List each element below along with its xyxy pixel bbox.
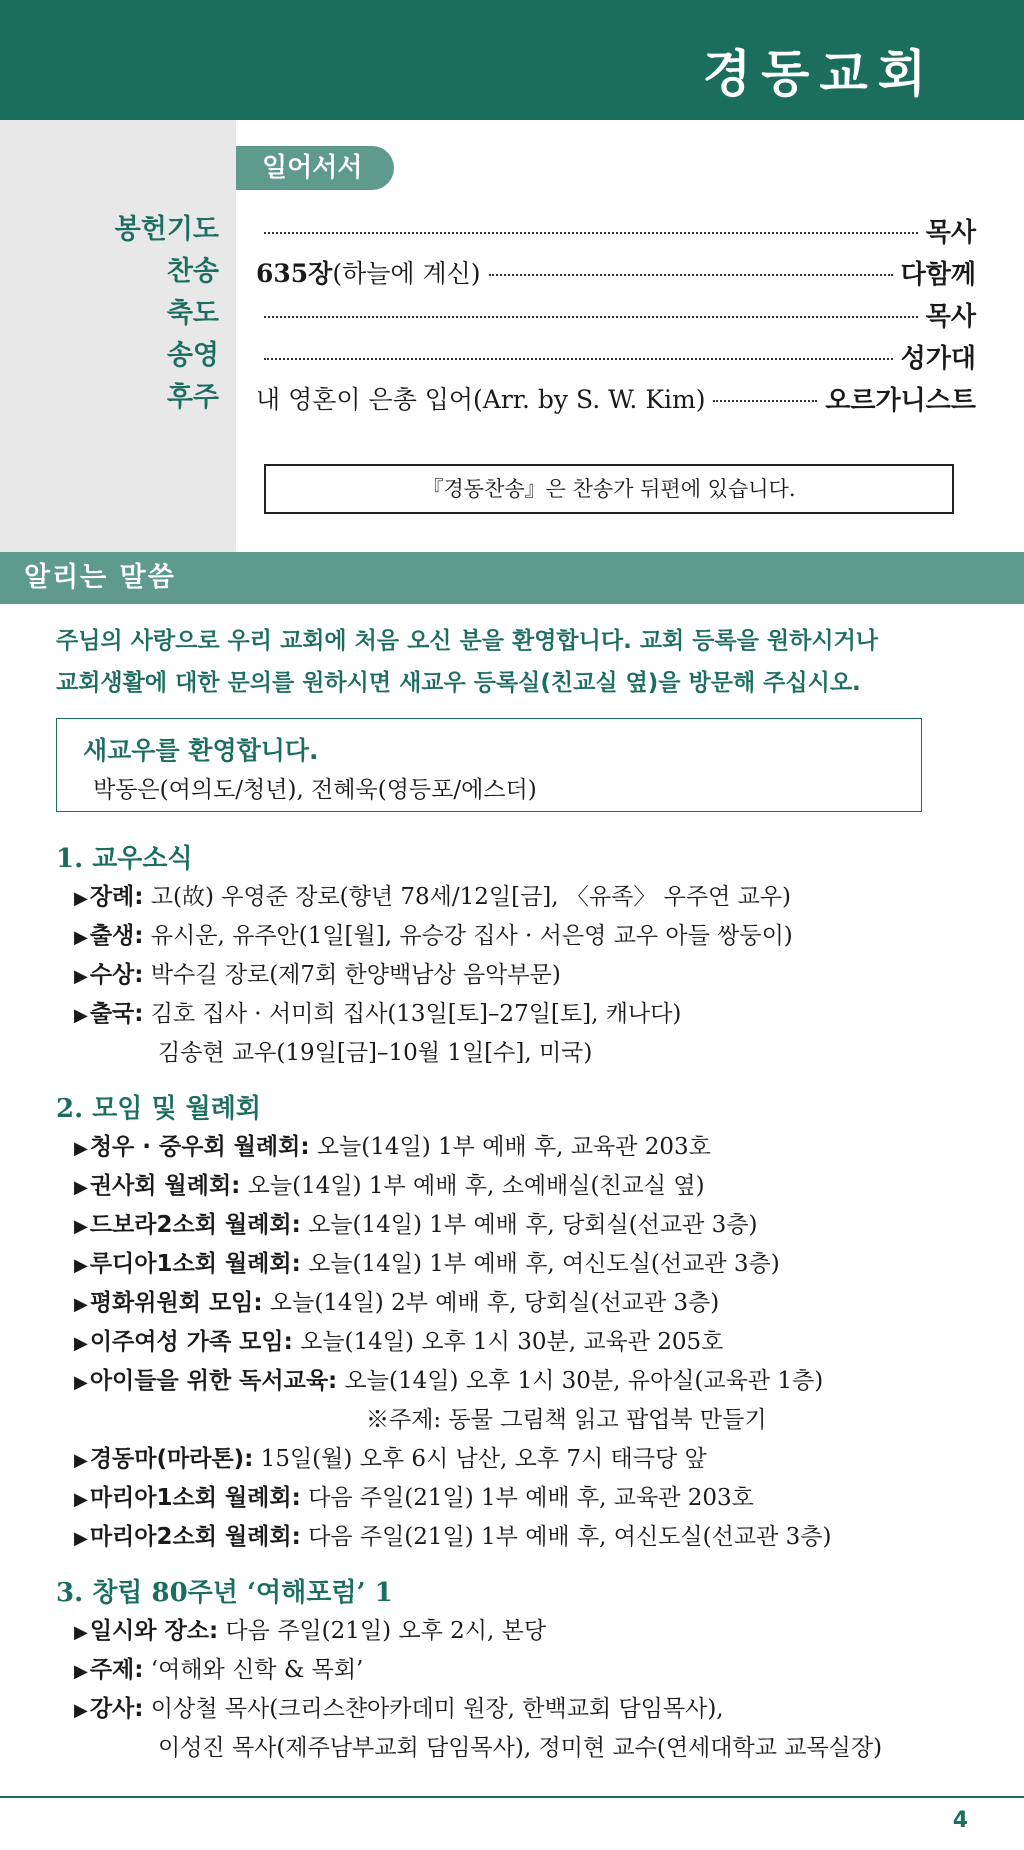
list-item: ▶출생: 유시운, 유주안(1일[월], 유승강 집사 · 서은영 교우 아들 쌍둥이) [74,923,793,949]
order-row [0,210,1024,250]
triangle-bullet-icon: ▶ [74,1255,88,1276]
leader-dots [713,400,817,402]
triangle-bullet-icon: ▶ [74,1177,88,1198]
leader-dots [264,316,918,318]
order-label: 찬송 [166,256,219,287]
church-name: 경동교회 [702,45,936,103]
triangle-bullet-icon: ▶ [74,888,88,909]
list-item: ▶청우 · 중우회 월례회: 오늘(14일) 1부 예배 후, 교육관 203호 [74,1134,711,1160]
list-item: ▶이주여성 가족 모임: 오늘(14일) 오후 1시 30분, 교육관 205호 [74,1329,724,1355]
triangle-bullet-icon: ▶ [74,1450,88,1471]
list-item: ▶강사: 이상철 목사(크리스챤아카데미 원장, 한백교회 담임목사), [74,1696,724,1722]
list-item: ▶경동마(마라톤): 15일(월) 오후 6시 남산, 오후 7시 태극당 앞 [74,1446,707,1472]
triangle-bullet-icon: ▶ [74,927,88,948]
footer-rule [0,1796,1024,1798]
order-role: 다함께 [900,259,976,290]
order-title: 내 영혼이 은총 입어(Arr. by S. W. Kim) [256,385,706,414]
order-title: 635장(하늘에 계신) [256,259,481,288]
order-row [0,252,1024,292]
section-heading: 3. 창립 80주년 ‘여해포럼’ 1 [56,1578,393,1608]
triangle-bullet-icon: ▶ [74,1372,88,1393]
welcome-text: 주님의 사랑으로 우리 교회에 처음 오신 분을 환영합니다. 교회 등록을 원하시거나 [56,628,879,654]
newcomer-heading: 새교우를 환영합니다. [83,736,319,765]
list-item-continuation: ※주제: 동물 그림책 읽고 팝업북 만들기 [366,1407,767,1433]
order-role: 성가대 [900,343,976,374]
list-item: ▶수상: 박수길 장로(제7회 한양백남상 음악부문) [74,962,561,988]
newcomer-box [56,718,922,812]
header-bar [0,0,1024,120]
triangle-bullet-icon: ▶ [74,1489,88,1510]
order-row [0,294,1024,334]
triangle-bullet-icon: ▶ [74,1294,88,1315]
page-number: 4 [952,1808,968,1833]
rising-label: 일어서서 [236,146,394,190]
triangle-bullet-icon: ▶ [74,1138,88,1159]
list-item-continuation: 이성진 목사(제주남부교회 담임목사), 정미현 교수(연세대학교 교목실장) [158,1735,883,1761]
leader-dots [264,232,918,234]
order-role: 목사 [925,301,976,332]
list-item: ▶평화위원회 모임: 오늘(14일) 2부 예배 후, 당회실(선교관 3층) [74,1290,720,1316]
triangle-bullet-icon: ▶ [74,1216,88,1237]
list-item: ▶주제: ‘여해와 신학 & 목회’ [74,1657,364,1683]
order-label: 봉헌기도 [114,214,219,245]
announcements-bar [0,552,1024,604]
order-label: 후주 [166,382,219,413]
list-item: ▶아이들을 위한 독서교육: 오늘(14일) 오후 1시 30분, 유아실(교육관 1층) [74,1368,824,1394]
hymnal-notice: 『경동찬송』은 찬송가 뒤편에 있습니다. [264,464,954,514]
section-heading: 1. 교우소식 [56,844,193,874]
list-item: ▶출국: 김호 집사 · 서미희 집사(13일[토]–27일[토], 캐나다) [74,1001,682,1027]
triangle-bullet-icon: ▶ [74,1661,88,1682]
section-heading: 2. 모임 및 월례회 [56,1094,261,1124]
order-row [0,378,1024,418]
list-item: ▶장례: 고(故) 우영준 장로(향년 78세/12일[금], 〈유족〉 우주연 교우) [74,884,792,910]
list-item: ▶마리아1소회 월례회: 다음 주일(21일) 1부 예배 후, 교육관 203호 [74,1485,754,1511]
list-item: ▶마리아2소회 월례회: 다음 주일(21일) 1부 예배 후, 여신도실(선교관 3층) [74,1524,832,1550]
list-item: ▶루디아1소회 월례회: 오늘(14일) 1부 예배 후, 여신도실(선교관 3층) [74,1251,780,1277]
order-role: 목사 [925,217,976,248]
order-role: 오르가니스트 [825,385,976,416]
list-item: ▶일시와 장소: 다음 주일(21일) 오후 2시, 본당 [74,1618,547,1644]
triangle-bullet-icon: ▶ [74,1700,88,1721]
list-item: ▶권사회 월례회: 오늘(14일) 1부 예배 후, 소예배실(친교실 옆) [74,1173,705,1199]
triangle-bullet-icon: ▶ [74,1333,88,1354]
order-row [0,336,1024,376]
welcome-text: 교회생활에 대한 문의를 원하시면 새교우 등록실(친교실 옆)을 방문해 주십시오. [56,670,861,696]
list-item-continuation: 김송현 교우(19일[금]–10월 1일[수], 미국) [158,1040,593,1066]
triangle-bullet-icon: ▶ [74,1528,88,1549]
order-label: 축도 [166,298,219,329]
triangle-bullet-icon: ▶ [74,966,88,987]
leader-dots [264,358,893,360]
newcomer-names: 박동은(여의도/청년), 전혜욱(영등포/에스더) [93,777,537,803]
triangle-bullet-icon: ▶ [74,1622,88,1643]
triangle-bullet-icon: ▶ [74,1005,88,1026]
list-item: ▶드보라2소회 월례회: 오늘(14일) 1부 예배 후, 당회실(선교관 3층) [74,1212,758,1238]
announcements-title: 알리는 말씀 [24,562,176,593]
leader-dots [489,274,893,276]
order-label: 송영 [166,340,219,371]
